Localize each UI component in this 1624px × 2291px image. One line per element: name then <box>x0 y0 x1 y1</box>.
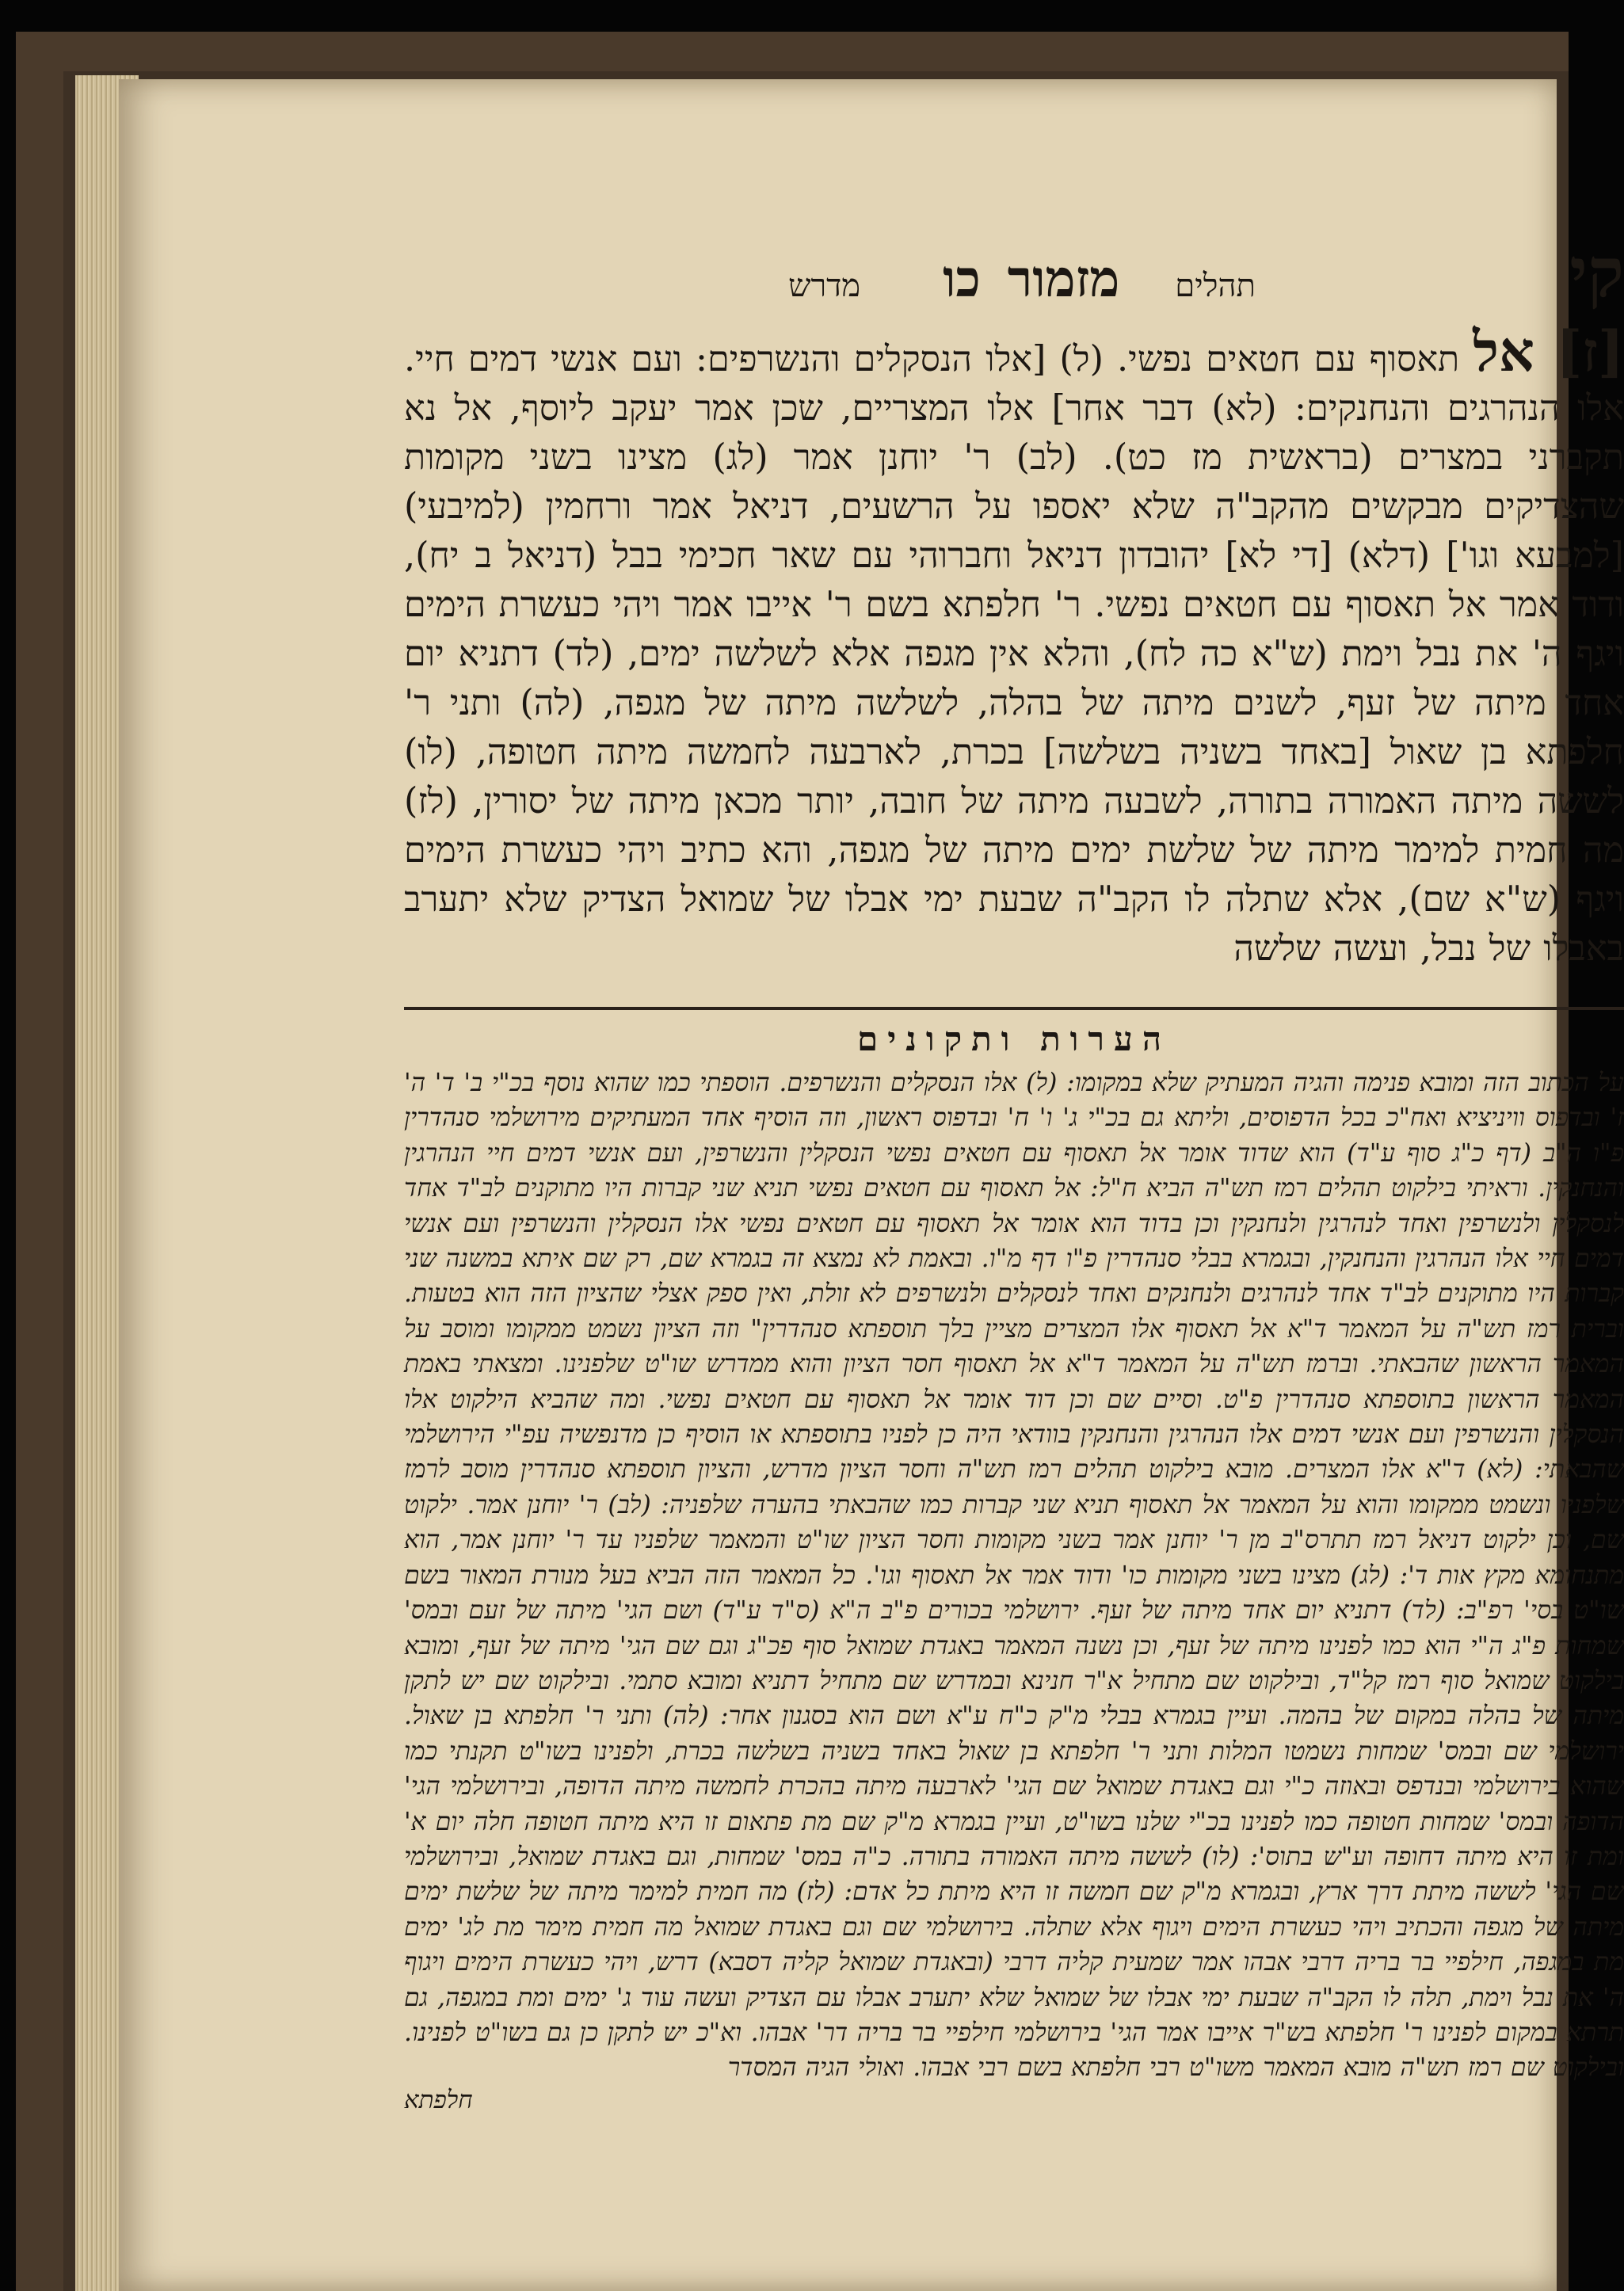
catchword: חלפתא <box>404 2085 473 2114</box>
page-number: קי <box>1569 233 1624 313</box>
notes-heading: הערות ותקונים <box>856 1020 1171 1058</box>
header-title-1: מזמור <box>1007 250 1120 309</box>
divider-rule <box>404 1007 1624 1010</box>
opening-words: [ז] אל <box>1473 318 1624 384</box>
main-text: תאסוף עם חטאים נפשי. (ל) [אלו הנסקלים והנשרפים: ועם אנשי דמים חיי. אלו הנהרגים והנחנקים: (לא) דבר אחר] אלו המצריים, שכן אמר יעקב ליוסף, אל נא תקברני במצרים (בראשית מז כט). (לב) ר' יוחנן אמר (לג) מצינו בשני מקומות שהצדיקים מבקשים מהקב"ה שלא יאספו על הרשעים, דניאל אמר ורחמין (למיבעי) [למבעא וגו'] (דלא) [די לא] יהובדון דניאל וחברוהי עם שאר חכימי בבל (דניאל ב יח), ודוד אמר אל תאסוף עם חטאים נפשי. ר' חלפתא בשם ר' אייבו אמר ויהי כעשרת הימים ויגף ה' את נבל וימת (ש"א כה לח), והלא אין מגפה אלא לשלשה ימים, (לד) דתניא יום אחד מיתה של זעף, לשנים מיתה של בהלה, לשלשה מיתה של מגפה, (לה) ותני ר' חלפתא בן שאול [באחד בשניה בשלשה] בכרת, לארבעה לחמשה מיתה חטופה, (לו) לששה מיתה האמורה בתורה, לשבעה מיתה של חובה, יותר מכאן מיתה של יסורין, (לז) מה חמית למימר מיתה של שלשת ימים מיתה של מגפה, והא כתיב ויהי כעשרת הימים ויגף (ש"א שם), אלא שתלה לו הקב"ה שבעת ימי אבלו של שמואל הצדיק שלא יתערב באבלו של נבל, ועשה שלשה <box>404 339 1624 969</box>
header-left-word: מדרש <box>788 268 861 304</box>
header-psalm <box>916 250 1119 309</box>
header-right-word: תהלים <box>1175 268 1256 304</box>
book-page <box>119 79 1624 2291</box>
running-header <box>404 234 1624 321</box>
header-title <box>665 250 1378 309</box>
page-content <box>404 234 1624 2114</box>
notes-text: על הכתוב הזה ומובא פנימה והגיה המעתיק שלא במקומו: (ל) אלו הנסקלים והנשרפים. הוספתי כמו שהוא נוסף בכ"י ב' ד' ה' ז' ובדפוס וויניציא ואח"כ בכל הדפוסים, וליתא גם בכ"י ג' ו' ח' ובדפוס ראשון, וזה הוסיף אחד המעתיקים מירושלמי סנהדרין פ"ו ה"ב (דף כ"ג סוף ע"ד) הוא שדוד אומר אל תאסוף עם חטאים נפשי הנסקלין והנשרפין, ועם אנשי דמים חיי הנהרגין והנחנקין. וראיתי בילקוט תהלים רמז תש"ה הביא ח"ל: אל תאסוף עם חטאים נפשי תניא שני קברות היו מתוקנים לב"ד אחד לנסקלין ולנשרפין ואחד לנהרגין ולנחנקין וכן בדוד הוא אומר אל תאסוף עם חטאים נפשי אלו הנסקלין והנשרפין ועם אנשי דמים חיי אלו הנהרגין והנחנקין, ובגמרא בבלי סנהדרין פ"ו דף מ"ו. ובאמת לא נמצא זה בגמרא שם, רק שם איתא במשנה שני קברות היו מתוקנים לב"ד אחד לנהרגים ולנחנקים ואחד לנסקלים ולנשרפים לא זולת, ואין ספק אצלי שהציון הזה הוא בטעות. וברית רמז תש"ה על המאמר ד"א אל תאסוף אלו המצרים מציין בלך תוספתא סנהדרין" וזה הציון נשמט ממקומו ומוסב על המאמר הראשון שהבאתי. וברמז תש"ה על המאמר ד"א אל תאסוף חסר הציון והוא ממדרש שו"ט שלפנינו. ומצאתי באמת המאמר הראשון בתוספתא סנהדרין פ"ט. וסיים שם וכן דוד אומר אל תאסוף עם חטאים נפשי. ומה שהביא הילקוט אלו הנסקלין והנשרפין ועם אנשי דמים אלו הנהרגין והנחנקין בוודאי היה כן לפניו בתוספתא או הוסיף כן מדנפשיה עפ"י הירושלמי שהבאתי: (לא) ד"א אלו המצרים. מובא בילקוט תהלים רמז תש"ה וחסר הציון מדרש, והציון תוספתא סנהדרין מוסב לרמז שלפניו ונשמט ממקומו והוא על המאמר אל תאסוף תניא שני קברות כמו שהבאתי בהערה שלפניה: (לב) ר' יוחנן אמר. ילקוט שם, וכן ילקוט דניאל רמז תתרס"ב מן ר' יוחנן אמר בשני מקומות וחסר הציון שו"ט והמאמר שלפניו עד ר' יוחנן אמר, הוא מתנחומא מקץ אות ד': (לג) מצינו בשני מקומות כו' ודוד אמר אל תאסוף וגו'. כל המאמר הזה הביא בעל מנורת המאור בשם שו"ט בסי' רפ"ב: (לד) דתניא יום אחד מיתה של זעף. ירושלמי בכורים פ"ב ה"א (ס"ד ע"ד) ושם הגי' מיתה של זעם ובמס' שמחות פ"ג ה"י הוא כמו לפנינו מיתה של זעף, וכן נשנה המאמר באגדת שמואל סוף פכ"ג וגם שם הגי' מיתה של זעף, ומובא בילקוט שמואל סוף רמז קל"ד, ובילקוט שם מתחיל א"ר חנינא ובמדרש שם מתחיל דתניא ומובא סתמי. ובילקוט שם יש לתקן מיתה של בהלה במקום של בהמה. ועיין בגמרא בבלי מ"ק כ"ח ע"א ושם הוא בסגנון אחר: (לה) ותני ר' חלפתא בן שאול. ירושלמי שם ובמס' שמחות נשמטו המלות ותני ר' חלפתא בן שאול באחד בשניה בשלשה בכרת, ולפנינו בשו"ט תקנתי כמו שהוא בירושלמי ובנדפס ובאוזה כ"י וגם באגדת שמואל שם הגי' לארבעה מיתה בהכרת לחמשה מיתה הדופה, ובירושלמי הגי' הדופה ובמס' שמחות חטופה כמו לפנינו בכ"י שלנו בשו"ט, ועיין בגמרא מ"ק שם מת פתאום זו היא מיתה חטופה חלה יום א' ומת זו היא מיתה דחופה וע"ש בתוס': (לו) לששה מיתה האמורה בתורה. כ"ה במס' שמחות, וגם באגדת שמואל, ובירושלמי שם הגי' לששה מיתת דרך ארץ, ובגמרא מ"ק שם חמשה זו היא מיתת כל אדם: (לז) מה חמית למימר מיתה של שלשת ימים מיתה של מגפה והכתיב ויהי כעשרת הימים ויגוף אלא שתלה. בירושלמי שם וגם באגדת שמואל מה חמית מימר מת לג' ימים מת במגפה, חילפיי בר בריה דרבי אבהו אמר שמעית קליה דרבי (ובאגדת שמואל קליה דסבא) דרש, ויהי כעשרת הימים ויגוף ה' את נבל וימת, תלה לו הקב"ה שבעת ימי אבלו של שמואל שלא יתערב אבלו עם הצדיק ועשה עוד ג' ימים ומת במגפה, גם תרתא במקום לפנינו ר' חלפתא בש"ר אייבו אמר הגי' בירושלמי חילפיי בר בריה דר' אבהו. וא"כ יש לתקן כן גם בשו"ט לפנינו. ובילקוט שם רמז תש"ה מובא המאמר משו"ט רבי חלפתא בשם רבי אבהו. ואולי הגיה המסדר <box>404 1069 1624 2083</box>
main-text-block <box>404 318 1624 974</box>
header-title-2: כו <box>943 250 981 309</box>
